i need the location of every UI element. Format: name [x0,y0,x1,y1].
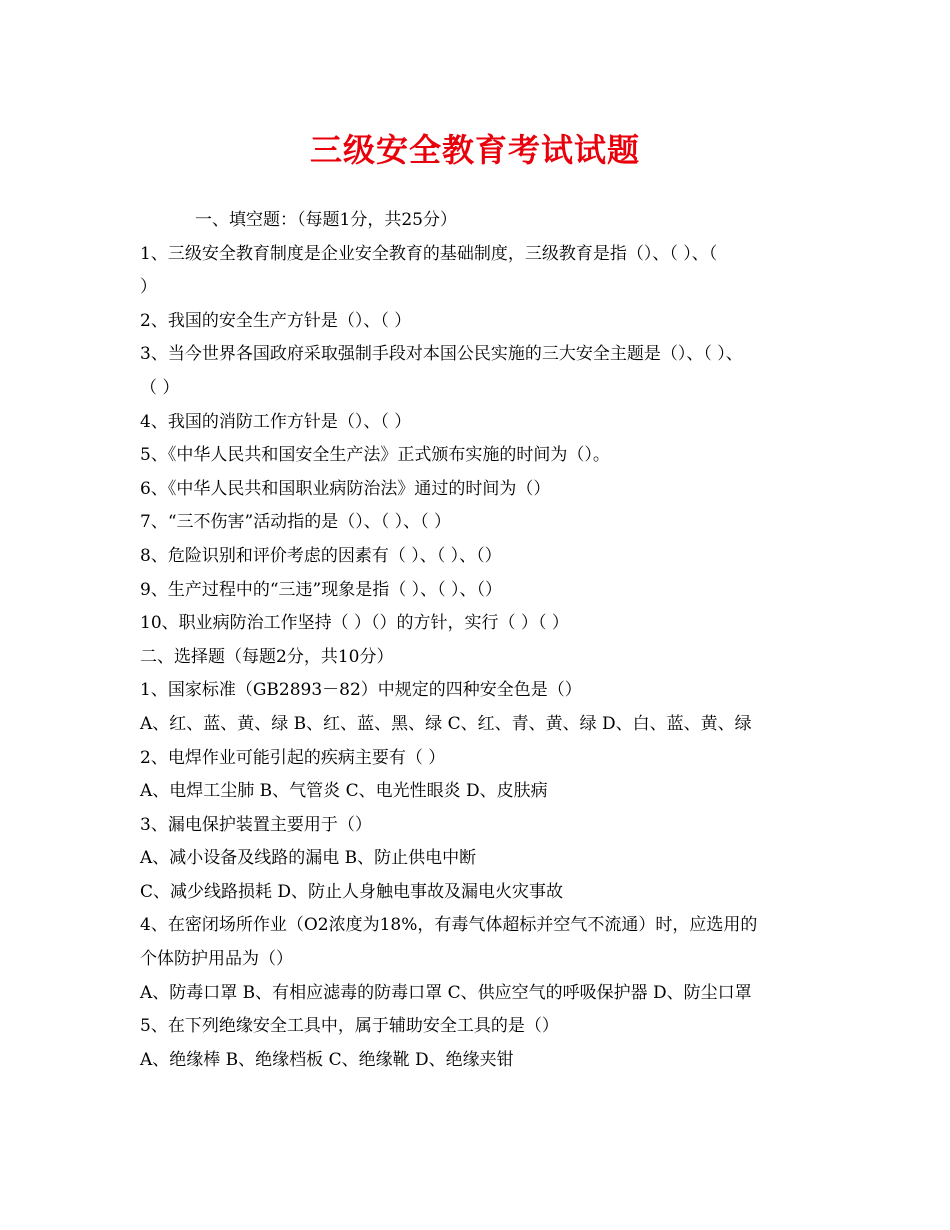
question-line: 3、漏电保护装置主要用于（） [140,814,372,835]
question-line: 个体防护用品为（） [140,949,293,970]
question-line: 2、电焊作业可能引起的疾病主要有（ ） [140,747,446,768]
document-body [140,204,830,1077]
question-line: 3、当今世界各国政府采取强制手段对本国公民实施的三大安全主题是（）、（ ）、 [140,344,743,365]
question-line: （ ） [140,377,180,398]
answer-options-line: A、绝缘棒 B、绝缘档板 C、绝缘靴 D、绝缘夹钳 [140,1049,514,1070]
question-line: 6、《中华人民共和国职业病防治法》通过的时间为（） [140,478,551,499]
question-line: ） [140,277,157,298]
question-line: 2、我国的安全生产方针是（）、（ ） [140,310,412,331]
section-heading-choice: 二、选择题（每题2分，共10分） [140,646,394,667]
answer-options-line: A、电焊工尘肺 B、气管炎 C、电光性眼炎 D、皮肤病 [140,781,548,802]
answer-options-line: C、减少线路损耗 D、防止人身触电事故及漏电火灾事故 [140,881,564,902]
document-title: 三级安全教育考试试题 [309,131,640,169]
question-line: 4、在密闭场所作业（O2浓度为18%，有毒气体超标并空气不流通）时，应选用的 [140,915,758,936]
question-line: 4、我国的消防工作方针是（）、（ ） [140,411,412,432]
question-line: 1、国家标准（GB2893－82）中规定的四种安全色是（） [140,680,582,701]
question-line: 8、危险识别和评价考虑的因素有（ ）、（ ）、（） [140,545,502,566]
question-line: 5、《中华人民共和国安全生产法》正式颁布实施的时间为（）。 [140,445,610,466]
answer-options-line: A、减小设备及线路的漏电 B、防止供电中断 [140,848,477,869]
question-line: 9、生产过程中的“三违”现象是指（ ）、（ ）、（） [140,579,503,600]
question-line: 7、“三不伤害”活动指的是（）、（ ）、（ ） [140,512,452,533]
answer-options-line: A、红、蓝、黄、绿 B、红、蓝、黑、绿 C、红、青、黄、绿 D、白、蓝、黄、绿 [140,713,752,734]
question-line: 10、职业病防治工作坚持（ ）（）的方针，实行（ ）（ ） [140,613,569,634]
question-line: 5、在下列绝缘安全工具中，属于辅助安全工具的是（） [140,1016,559,1037]
question-line: 1、三级安全教育制度是企业安全教育的基础制度，三级教育是指（）、（ ）、（ [140,243,718,264]
answer-options-line: A、防毒口罩 B、有相应滤毒的防毒口罩 C、供应空气的呼吸保护器 D、防尘口罩 [140,982,752,1003]
section-heading-fill-in: 一、填空题：（每题1分，共25分） [195,210,457,230]
